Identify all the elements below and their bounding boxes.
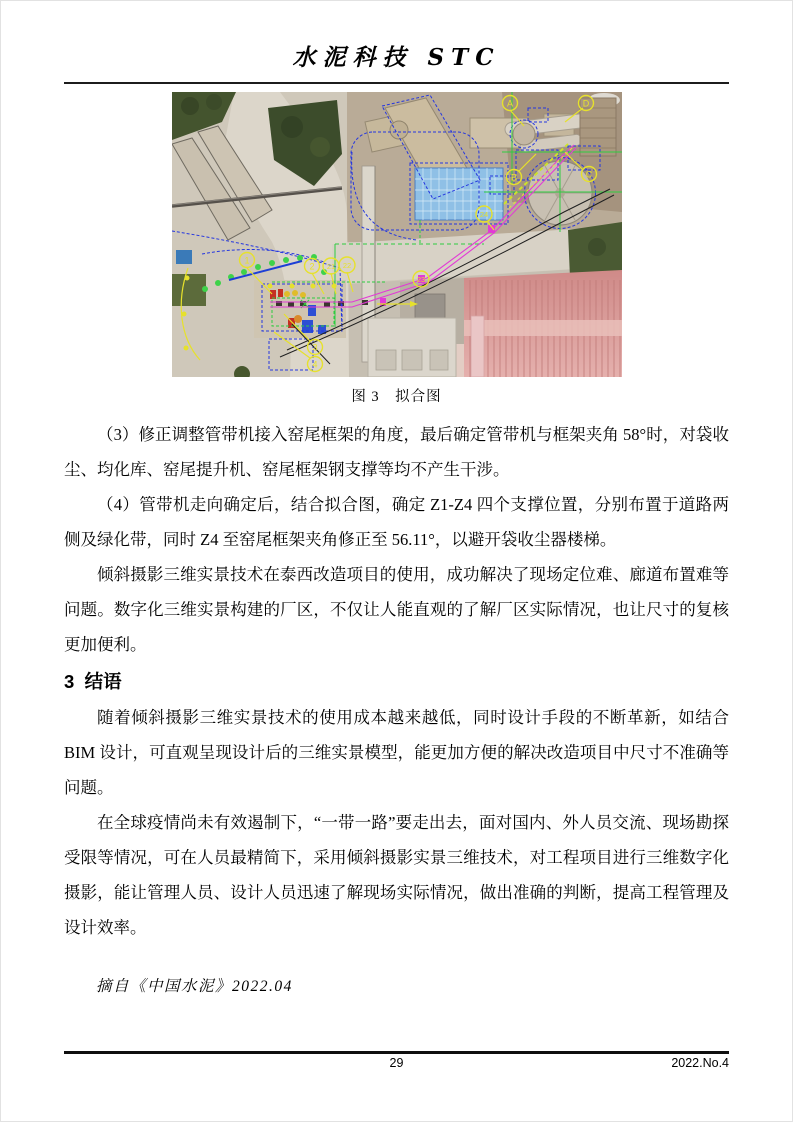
fitting-diagram-svg	[172, 92, 622, 377]
svg-text:4: 4	[311, 359, 318, 370]
svg-text:2: 2	[308, 261, 315, 272]
section-heading-conclusion: 3 结语	[64, 671, 122, 693]
paragraph-step3: （3）修正调整管带机接入窑尾框架的角度，最后确定管带机与框架夹角 58°时，对袋收尘、均化库、窑尾提升机、窑尾框架钢支撑等均不产生干涉。	[64, 425, 729, 480]
figure-aerial-photo	[172, 92, 622, 377]
paragraph-summary: 倾斜摄影三维实景技术在泰西改造项目的使用，成功解决了现场定位难、廊道布置难等问题。数字化三维实景构建的厂区，不仅让人能直观的了解厂区实际情况，也让尺寸的复核更加便利。	[64, 565, 729, 655]
svg-text:23: 23	[416, 275, 425, 285]
paragraph-step4: （4）管带机走向确定后，结合拟合图，确定 Z1-Z4 四个支撑位置，分别布置于道路两侧及绿化带，同时 Z4 至窑尾框架夹角修正至 56.11°，以避开袋收尘器楼梯。	[64, 495, 729, 550]
svg-text:C: C	[585, 169, 592, 180]
svg-text:A: A	[506, 98, 513, 109]
svg-text:B: B	[510, 172, 517, 183]
svg-text:24: 24	[479, 210, 488, 220]
svg-text:D: D	[582, 98, 589, 109]
footer-rule	[64, 1051, 729, 1054]
svg-text:22: 22	[342, 261, 351, 271]
figure-block	[64, 92, 729, 406]
paragraph-conclusion-2: 在全球疫情尚未有效遏制下，“一带一路”要走出去，面对国内、外人员交流、现场勘探受限等情况，可在人员最精简下，采用倾斜摄影实景三维技术，对工程项目进行三维数字化摄影，能让管理人员、设计人员迅速了解现场实际情况，做出准确的判断，提高工程管理及设计效率。	[64, 813, 729, 938]
figure-caption: 图 3 拟合图	[351, 389, 442, 406]
page-number: 29	[389, 1056, 404, 1070]
svg-text:21: 21	[326, 262, 335, 272]
journal-title: 水泥科技 STC	[292, 44, 501, 71]
paragraph-conclusion-1: 随着倾斜摄影三维实景技术的使用成本越来越低，同时设计手段的不断革新，如结合 BIM 设计，可直观呈现设计后的三维实景模型，能更加方便的解决改造项目中尺寸不准确等问题。	[64, 708, 734, 798]
svg-text:1: 1	[243, 255, 250, 266]
page-footer	[64, 1051, 729, 1071]
svg-text:3: 3	[311, 342, 318, 353]
article-body	[64, 417, 734, 996]
header-rule	[64, 82, 729, 84]
source-citation: 摘自《中国水泥》2022.04	[96, 978, 293, 996]
issue-number: 2022.No.4	[671, 1056, 729, 1070]
